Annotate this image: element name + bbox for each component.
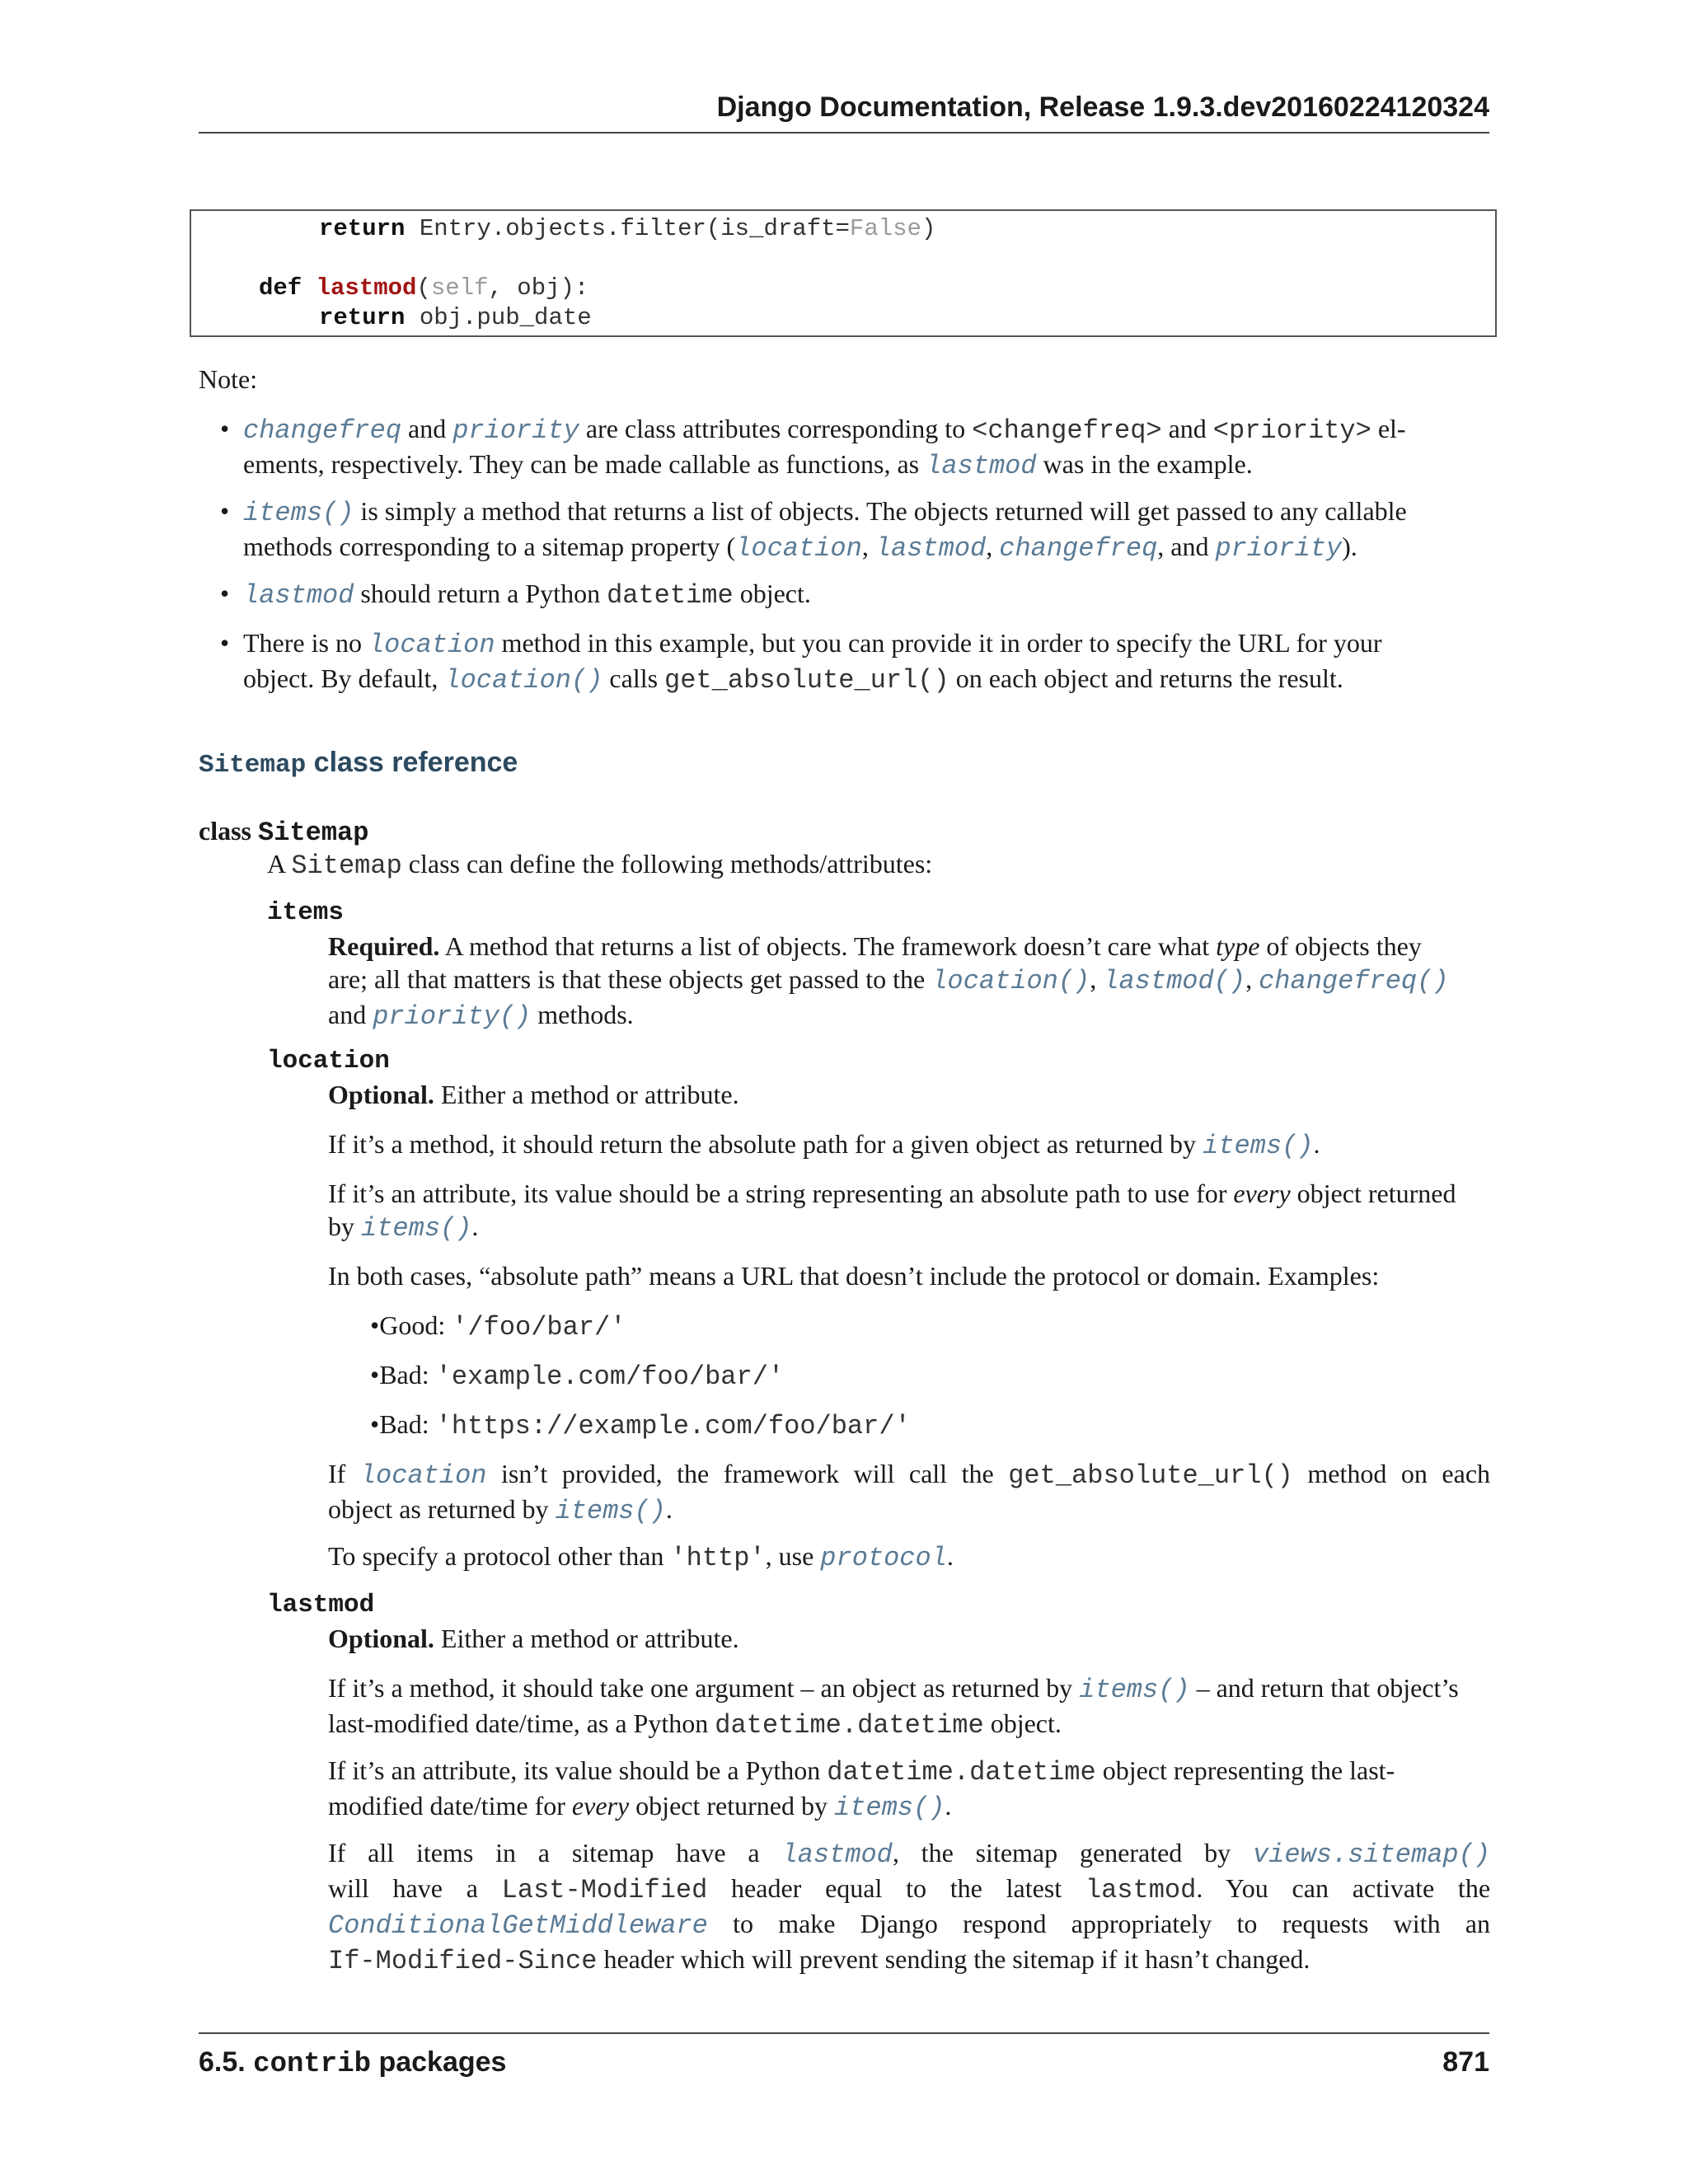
attr-location-both: In both cases, “absolute path” means a URL that doesn’t include the protocol or domain. Examples: <box>328 1261 1380 1291</box>
link-priority[interactable]: priority() <box>373 1001 532 1032</box>
link-items[interactable]: items() <box>555 1496 666 1526</box>
link-lastmod[interactable]: lastmod <box>781 1840 893 1870</box>
link-items[interactable]: items() <box>243 498 354 528</box>
link-items[interactable]: items() <box>833 1793 945 1823</box>
attr-items-description: Required. A method that returns a list of objects. The framework doesn’t care what type of objects they are; all that matters is that these objects get passed to the location(), lastmod(), changefreq() and priority() methods. <box>328 931 1449 1032</box>
link-views-sitemap[interactable]: views.sitemap() <box>1252 1840 1491 1870</box>
example-bad: •Bad: 'https://example.com/foo/bar/' <box>370 1409 911 1441</box>
link-priority[interactable]: priority <box>452 415 579 446</box>
code-block <box>190 209 1497 337</box>
attr-location-notprovided: If location isn’t provided, the framework will call the get_absolute_url() method on each object as returned by items(). <box>328 1459 1491 1526</box>
class-signature: class Sitemap <box>199 816 369 848</box>
link-changefreq[interactable]: changefreq <box>243 415 402 446</box>
link-location[interactable]: location <box>735 533 862 564</box>
list-item: • items() is simply a method that returns a list of objects. The objects returned will get passed to any callable methods corresponding to a sitemap property (location, lastmod, changefreq, and priority). <box>220 496 1407 564</box>
attr-location-protocol: To specify a protocol other than 'http', use protocol. <box>328 1541 954 1573</box>
attr-location-attribute: If it’s an attribute, its value should be a string representing an absolute path to use for every object returned by items(). <box>328 1179 1456 1244</box>
link-items[interactable]: items() <box>361 1213 472 1244</box>
page-header <box>199 89 1489 134</box>
attr-location-method: If it’s a method, it should return the absolute path for a given object as returned by items(). <box>328 1129 1320 1161</box>
link-priority[interactable]: priority <box>1215 533 1343 564</box>
example-good: •Good: '/foo/bar/' <box>370 1310 626 1343</box>
link-location[interactable]: location() <box>444 665 603 696</box>
link-items[interactable]: items() <box>1079 1675 1190 1705</box>
footer-section: 6.5. contrib packages <box>199 2046 507 2080</box>
attr-lastmod-method: If it’s a method, it should take one argument – an object as returned by items() – and return that object’s last-modified date/time, as a Python datetime.datetime object. <box>328 1673 1459 1741</box>
section-heading: Sitemap class reference <box>199 747 518 780</box>
code-line: def lastmod(self, obj): <box>259 274 589 302</box>
link-changefreq[interactable]: changefreq <box>999 533 1158 564</box>
list-item: • changefreq and priority are class attributes corresponding to <changefreq> and <priority> el- ements, respectively. They can be made callable as functions, as lastmod was in the example. <box>220 414 1406 481</box>
header-title: Django Documentation, Release 1.9.3.dev20160224120324 <box>716 91 1489 123</box>
page-footer <box>199 2032 1489 2083</box>
example-bad: •Bad: 'example.com/foo/bar/' <box>370 1360 785 1392</box>
attr-items-name: items <box>267 898 345 927</box>
attr-lastmod-conditional: If all items in a sitemap have a lastmod, the sitemap generated by views.sitemap() will have a Last-Modified header equal to the latest lastmod. You can activate the ConditionalGetMiddleware to make Django respond appropriately to requests with an If-Modified-Since header which will prevent sending the sitemap if it hasn’t changed. <box>328 1838 1491 1976</box>
list-item: • lastmod should return a Python datetime object. <box>220 579 811 611</box>
link-lastmod[interactable]: lastmod <box>874 533 987 564</box>
list-item: • There is no location method in this example, but you can provide it in order to specify the URL for your object. By default, location() calls get_absolute_url() on each object and returns the result. <box>220 628 1382 696</box>
link-protocol[interactable]: protocol <box>820 1543 947 1573</box>
note-label: Note: <box>199 364 258 394</box>
page-number: 871 <box>1442 2046 1489 2078</box>
attr-lastmod-optional: Optional. Either a method or attribute. <box>328 1624 739 1653</box>
link-location[interactable]: location <box>368 630 495 660</box>
attr-lastmod-name: lastmod <box>267 1591 375 1619</box>
attr-location-optional: Optional. Either a method or attribute. <box>328 1080 739 1109</box>
link-lastmod[interactable]: lastmod <box>926 451 1037 481</box>
link-location[interactable]: location <box>359 1460 487 1491</box>
link-items[interactable]: items() <box>1203 1131 1314 1161</box>
link-lastmod[interactable]: lastmod() <box>1103 966 1246 996</box>
attr-location-name: location <box>267 1047 390 1076</box>
class-description: A Sitemap class can define the following methods/attributes: <box>267 849 933 881</box>
link-location[interactable]: location() <box>931 966 1090 996</box>
link-changefreq[interactable]: changefreq() <box>1259 966 1449 996</box>
code-line: return obj.pub_date <box>319 304 592 331</box>
link-conditional-get-middleware[interactable]: ConditionalGetMiddleware <box>328 1910 708 1941</box>
link-lastmod[interactable]: lastmod <box>243 580 354 611</box>
attr-lastmod-attribute: If it’s an attribute, its value should be a Python datetime.datetime object representing the last- modified date/time for every object returned by items(). <box>328 1755 1395 1823</box>
code-line: return Entry.objects.filter(is_draft=False) <box>319 215 936 242</box>
